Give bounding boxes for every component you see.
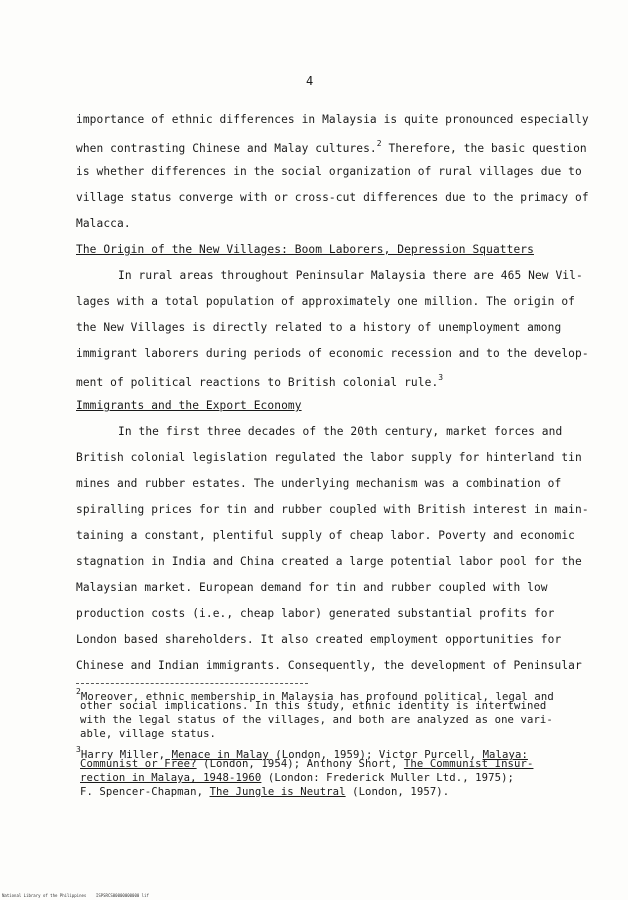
footnote-ref-2[interactable]: 2	[376, 139, 382, 148]
footnote-text: (London, 1954); Anthony Short,	[196, 758, 404, 770]
footnote-3-line	[80, 758, 533, 770]
citation-title: The Jungle is Neutral	[209, 786, 346, 798]
body-text: ment of political reactions to British colonial rule.	[76, 376, 439, 389]
footnote-text: (London, 1959); Victor Purcell,	[268, 749, 483, 761]
citation-title: Communist or Free?	[80, 758, 197, 770]
body-line: is whether differences in the social organization of rural villages due to	[76, 165, 582, 178]
footnote-2-line: able, village status.	[80, 728, 217, 740]
footnote-2-line: with the legal status of the villages, and both are analyzed as one vari-	[80, 714, 553, 726]
footnote-3-line	[80, 772, 514, 784]
body-line: spiralling prices for tin and rubber coupled with British interest in main-	[76, 503, 589, 516]
body-line	[76, 139, 587, 155]
footnote-marker: 2	[76, 687, 81, 696]
footnote-text: Harry Miller,	[80, 749, 172, 761]
footnote-text: F. Spencer-Chapman,	[80, 786, 210, 798]
body-line	[76, 373, 443, 389]
body-line: British colonial legislation regulated the labor supply for hinterland tin	[76, 451, 582, 464]
body-line: taining a constant, plentiful supply of cheap labor. Poverty and economic	[76, 529, 575, 542]
body-line: lages with a total population of approximately one million. The origin of	[76, 295, 575, 308]
body-line: Malacca.	[76, 217, 131, 230]
body-line: In the first three decades of the 20th century, market forces and	[118, 425, 563, 438]
scan-footer: National Library of the Philippines ISPSRCS00000000000 lif	[2, 893, 149, 898]
body-line: mines and rubber estates. The underlying mechanism was a combination of	[76, 477, 562, 490]
section-heading-origin: The Origin of the New Villages: Boom Laborers, Depression Squatters	[76, 243, 534, 256]
body-line: village status converge with or cross-cut differences due to the primacy of	[76, 191, 589, 204]
footnote-marker: 3	[76, 745, 81, 754]
page-number: 4	[306, 74, 314, 88]
body-line: importance of ethnic differences in Malaysia is quite pronounced especially	[76, 113, 589, 126]
footnote-text: (London: Frederick Muller Ltd., 1975);	[261, 772, 515, 784]
citation-title: Menace in Malay	[171, 749, 269, 761]
citation-title: Malaya:	[482, 749, 528, 761]
body-line: In rural areas throughout Peninsular Malaysia there are 465 New Vil-	[118, 269, 583, 282]
footnote-separator	[76, 683, 308, 684]
footnote-ref-3[interactable]: 3	[438, 373, 444, 382]
body-line: Chinese and Indian immigrants. Consequently, the development of Peninsular	[76, 659, 582, 672]
body-line: Malaysian market. European demand for tin and rubber coupled with low	[76, 581, 548, 594]
footnote-2-line: other social implications. In this study, ethnic identity is intertwined	[80, 700, 547, 712]
footnote-3-line	[80, 786, 449, 798]
citation-title: rection in Malaya, 1948-1960	[80, 772, 262, 784]
body-line: the New Villages is directly related to a history of unemployment among	[76, 321, 562, 334]
section-heading-immigrants: Immigrants and the Export Economy	[76, 399, 302, 412]
body-line: immigrant laborers during periods of economic recession and to the develop-	[76, 347, 589, 360]
body-line: London based shareholders. It also created employment opportunities for	[76, 633, 562, 646]
body-text: when contrasting Chinese and Malay cultures.	[76, 142, 377, 155]
citation-title: The Communist Insur-	[403, 758, 534, 770]
footnote-text: Moreover, ethnic membership in Malaysia has profound political, legal and	[80, 691, 554, 703]
body-text: Therefore, the basic question	[381, 142, 587, 155]
body-line: stagnation in India and China created a large potential labor pool for the	[76, 555, 582, 568]
body-line: production costs (i.e., cheap labor) generated substantial profits for	[76, 607, 555, 620]
footnote-text: (London, 1957).	[345, 786, 450, 798]
